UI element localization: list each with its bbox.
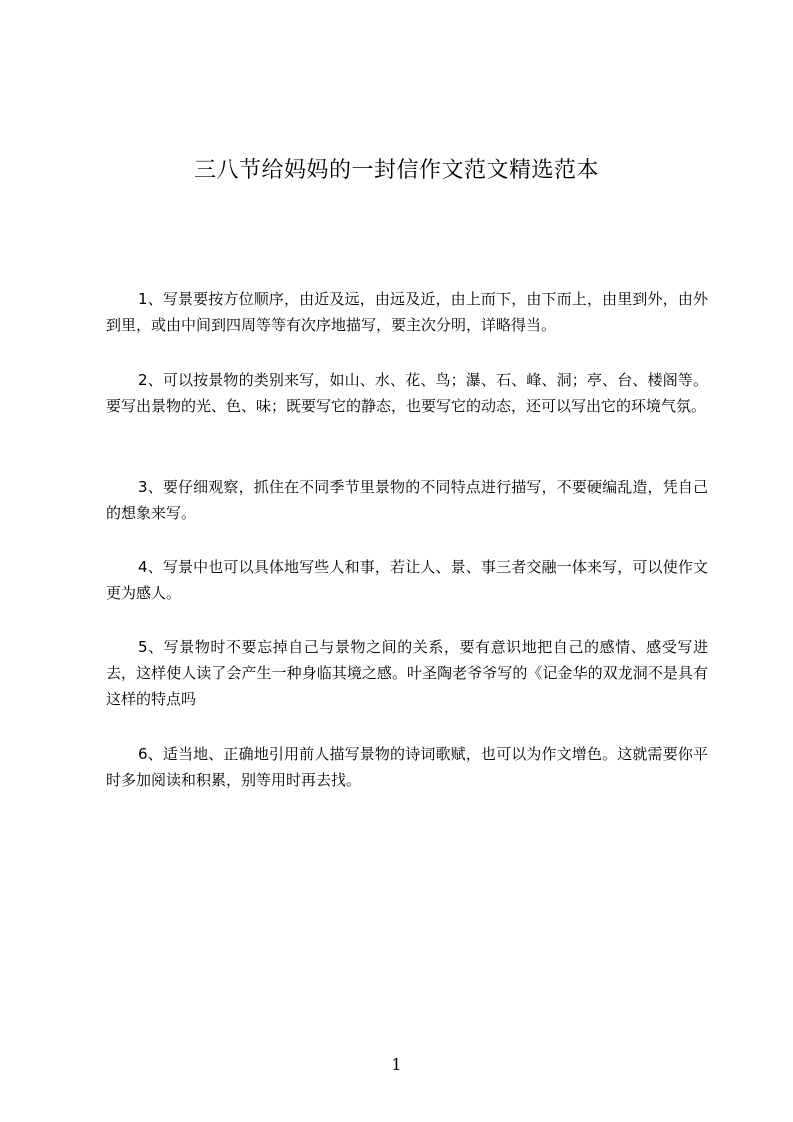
paragraph-2: 2、可以按景物的类别来写，如山、水、花、鸟；瀑、石、峰、洞；亭、台、楼阁等。要写出景物的光、色、味；既要写它的静态，也要写它的动态，还可以写出它的环境气氛。 (106, 371, 708, 415)
paragraph-5: 5、写景物时不要忘掉自己与景物之间的关系，要有意识地把自己的感情、感受写进去，这样使人读了会产生一种身临其境之感。叶圣陶老爷爷写的《记金华的双龙洞不是具有这样的特点吗 (106, 638, 708, 708)
paragraph-4: 4、写景中也可以具体地写些人和事，若让人、景、事三者交融一体来写，可以使作文更为感人。 (106, 558, 708, 602)
paragraph-6: 6、适当地、正确地引用前人描写景物的诗词歌赋，也可以为作文增色。这就需要你平时多加阅读和积累，别等用时再去找。 (106, 745, 708, 789)
document-title: 三八节给妈妈的一封信作文范文精选范本 (193, 157, 599, 183)
paragraph-1: 1、写景要按方位顺序，由近及远，由远及近，由上而下，由下而上，由里到外，由外到里，或由中间到四周等等有次序地描写，要主次分明，详略得当。 (106, 290, 708, 334)
page-number: 1 (391, 1055, 402, 1074)
paragraph-3: 3、要仔细观察，抓住在不同季节里景物的不同特点进行描写，不要硬编乱造，凭自己的想象来写。 (106, 478, 708, 522)
